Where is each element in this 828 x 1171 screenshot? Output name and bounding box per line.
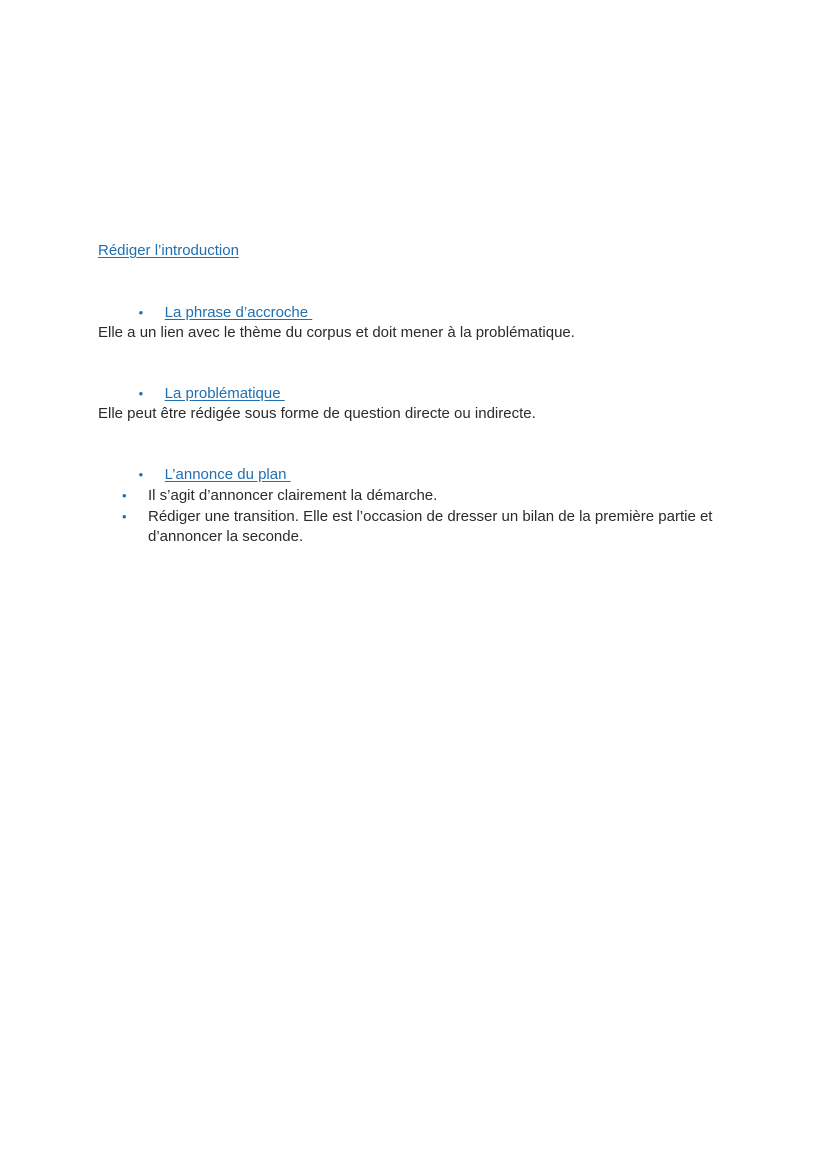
bullet-icon: • <box>138 386 144 401</box>
bullet-icon: • <box>122 509 127 524</box>
section-text-problematique: Elle peut être rédigée sous forme de question directe ou indirecte. <box>98 405 536 422</box>
heading-redigez-introduction[interactable]: Rédiger l’introduction <box>98 242 239 259</box>
bullet-icon: • <box>122 488 127 503</box>
list-item-text: Rédiger une transition. Elle est l’occasion de dresser un bilan de la première partie et d’annoncer la seconde. <box>148 508 713 545</box>
section-text-accroche: Elle a un lien avec le thème du corpus et doit mener à la problématique. <box>98 324 575 341</box>
section-title-accroche[interactable]: La phrase d’accroche <box>164 304 313 321</box>
bullet-icon: • <box>138 305 144 320</box>
section-title-problematique[interactable]: La problématique <box>164 385 285 402</box>
list-item <box>122 507 732 547</box>
list-item-text: Il s’agit d’annoncer clairement la démarche. <box>148 487 438 504</box>
annonce-bullet-list <box>122 486 732 548</box>
list-item <box>122 486 732 506</box>
bullet-icon: • <box>138 467 144 482</box>
section-title-annonce[interactable]: L’annonce du plan <box>164 466 291 483</box>
